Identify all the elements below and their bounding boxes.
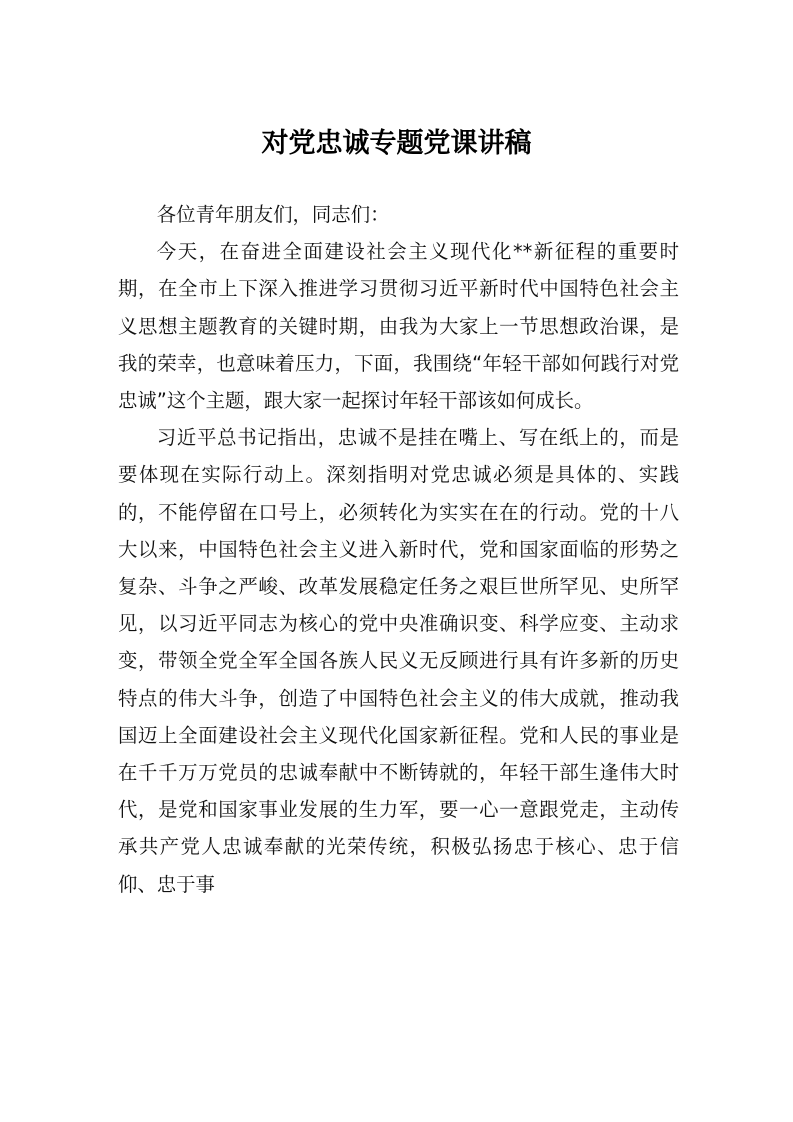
body-paragraph: 习近平总书记指出，忠诚不是挂在嘴上、写在纸上的，而是要体现在实际行动上。深刻指明对党忠诚必须是具体的、实践的，不能停留在口号上，必须转化为实实在在的行动。党的十八大以来，中国特色社会主义进入新时代，党和国家面临的形势之复杂、斗争之严峻、改革发展稳定任务之艰巨世所罕见、史所罕见，以习近平同志为核心的党中央准确识变、科学应变、主动求变，带领全党全军全国各族人民义无反顾进行具有许多新的历史特点的伟大斗争，创造了中国特色社会主义的伟大成就，推动我国迈上全面建设社会主义现代化国家新征程。党和人民的事业是在千千万万党员的忠诚奉献中不断铸就的，年轻干部生逢伟大时代，是党和国家事业发展的生力军，要一心一意跟党走，主动传承共产党人忠诚奉献的光荣传统，积极弘扬忠于核心、忠于信仰、忠于事 (118, 426, 679, 896)
document-title: 对党忠诚专题党课讲稿 (261, 128, 532, 159)
salutation-paragraph: 各位青年朋友们，同志们： (156, 203, 390, 226)
body-paragraph: 今天，在奋进全面建设社会主义现代化**新征程的重要时期，在全市上下深入推进学习贯彻习近平新时代中国特色社会主义思想主题教育的关键时期，由我为大家上一节思想政治课，是我的荣幸，也意味着压力，下面，我围绕“年轻干部如何践行对党忠诚”这个主题，跟大家一起探讨年轻干部该如何成长。 (118, 240, 679, 413)
document-body (118, 196, 679, 903)
